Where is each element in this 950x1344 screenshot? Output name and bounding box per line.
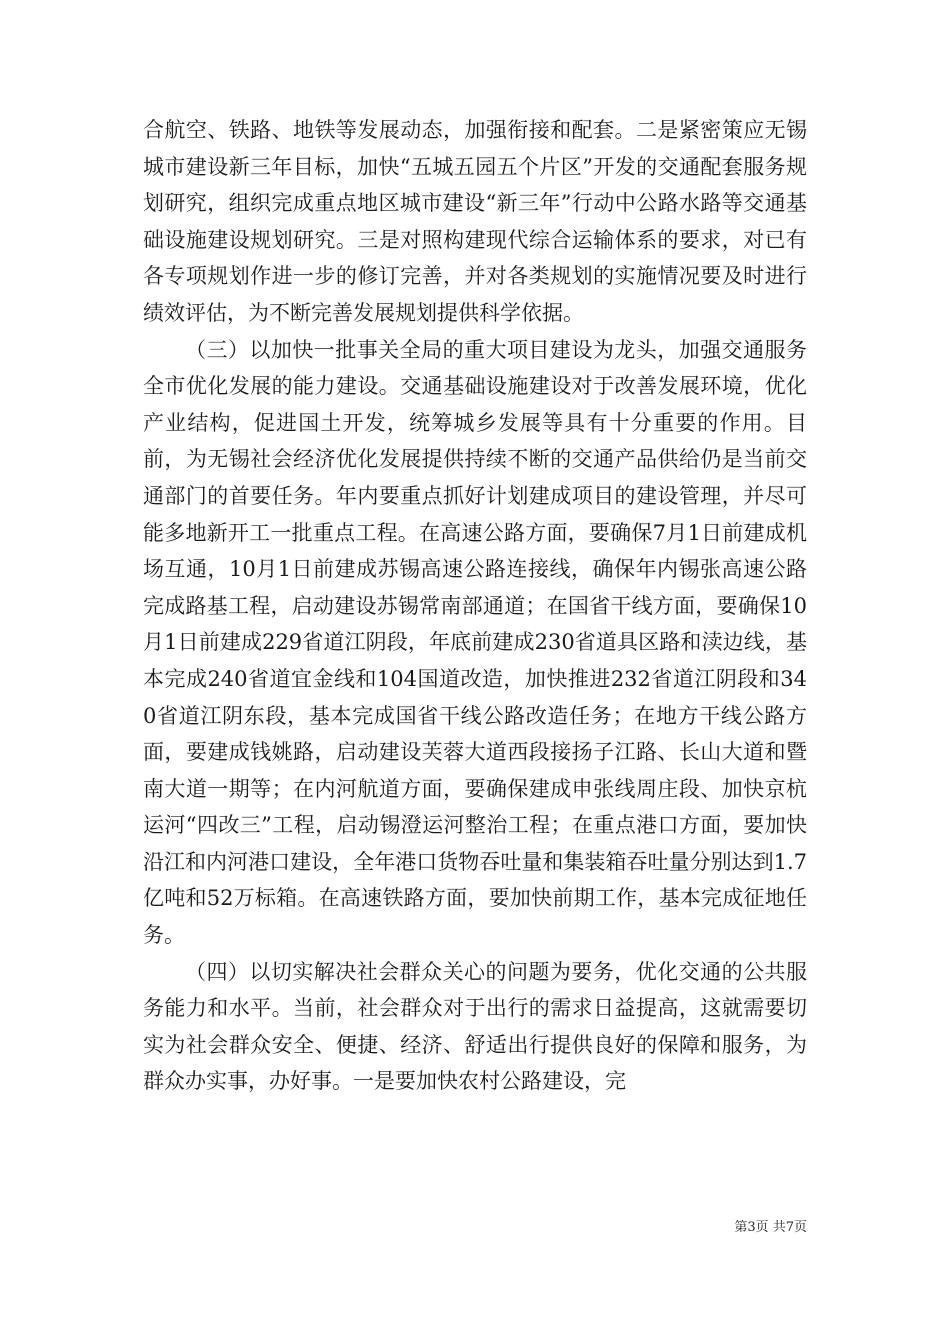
paragraph-section-three: （三）以加快一批事关全局的重大项目建设为龙头，加强交通服务全市优化发展的能力建设。交通基础设施建设对于改善发展环境，优化产业结构，促进国土开发，统筹城乡发展等具有十分重要的作用。目前，为无锡社会经济优化发展提供持续不断的交通产品供给仍是当前交通部门的首要任务。年内要重点抓好计划建成项目的建设管理，并尽可能多地新开工一批重点工程。在高速公路方面，要确保7月1日前建成机场互通，10月1日前建成苏锡高速公路连接线，确保年内锡张高速公路完成路基工程，启动建设苏锡常南部通道；在国省干线方面，要确保10月1日前建成229省道江阴段，年底前建成230省道具区路和渎边线，基本完成240省道宜金线和104国道改造，加快推进232省道江阴段和340省道江阴东段，基本完成国省干线公路改造任务；在地方干线公路方面，要建成钱姚路，启动建设芙蓉大道西段接扬子江路、长山大道和暨南大道一期等；在内河航道方面，要确保建成申张线周庄段、加快京杭运河“四改三”工程，启动锡澄运河整治工程；在重点港口方面，要加快沿江和内河港口建设，全年港口货物吞吐量和集装箱吞吐量分别达到1.7亿吨和52万标箱。在高速铁路方面，要加快前期工作，基本完成征地任务。 [143, 337, 807, 948]
document-body [143, 112, 807, 1100]
paragraph-planning-continuation: 合航空、铁路、地铁等发展动态，加强衔接和配套。二是紧密策应无锡城市建设新三年目标，加快“五城五园五个片区”开发的交通配套服务规划研究，组织完成重点地区城市建设“新三年”行动中公路水路等交通基础设施建设规划研究。三是对照构建现代综合运输体系的要求，对已有各专项规划作进一步的修订完善，并对各类规划的实施情况要及时进行绩效评估，为不断完善发展规划提供科学依据。 [143, 118, 807, 325]
paragraph-section-four: （四）以切实解决社会群众关心的问题为要务，优化交通的公共服务能力和水平。当前，社会群众对于出行的需求日益提高，这就需要切实为社会群众安全、便捷、经济、舒适出行提供良好的保障和服务，为群众办实事，办好事。一是要加快农村公路建设，完 [143, 959, 807, 1094]
page-number-footer: 第3页 共7页 [734, 1220, 807, 1235]
